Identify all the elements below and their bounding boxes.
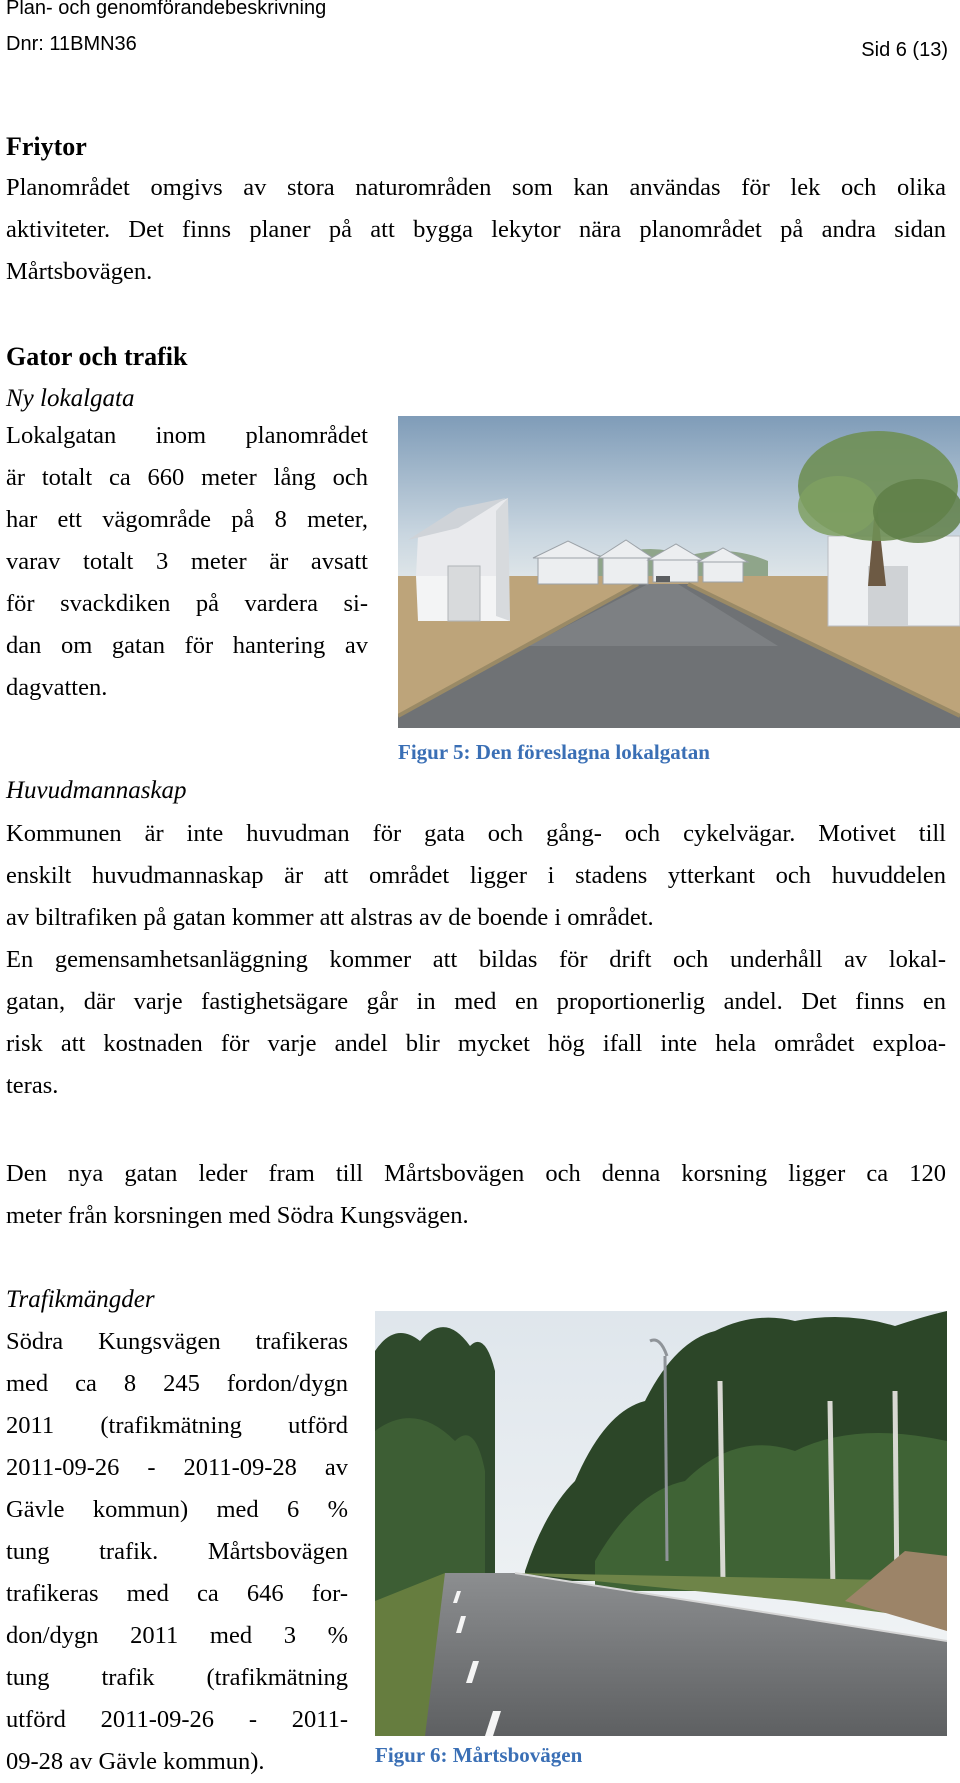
text-line: 2011 (trafikmätning utförd	[6, 1412, 348, 1439]
subsection-title-ny-lokalgata: Ny lokalgata	[6, 385, 135, 412]
subsection-title-trafikmangder: Trafikmängder	[6, 1286, 155, 1313]
text-line: dagvatten.	[6, 674, 108, 701]
text-line: don/dygn 2011 med 3 %	[6, 1622, 348, 1649]
text-line: Mårtsbovägen.	[6, 258, 153, 285]
lokalgata-paragraph	[6, 415, 368, 709]
road-photo-image	[375, 1311, 947, 1736]
figure-5-caption: Figur 5: Den föreslagna lokalgatan	[398, 740, 710, 764]
text-line: trafikeras med ca 646 for-	[6, 1580, 348, 1607]
figure-6-road-photo	[375, 1311, 947, 1736]
figure-6-caption: Figur 6: Mårtsbovägen	[375, 1743, 583, 1767]
figure-5-street-rendering	[398, 416, 960, 728]
text-line: Södra Kungsvägen trafikeras	[6, 1328, 348, 1355]
text-line: aktiviteter. Det finns planer på att bygga lekytor nära planområdet på andra sidan	[6, 216, 946, 243]
friytor-paragraph	[6, 167, 946, 293]
document-title: Plan- och genomförandebeskrivning	[6, 0, 327, 19]
text-line: av biltrafiken på gatan kommer att alstras av de boende i området.	[6, 904, 654, 931]
text-line: utförd 2011-09-26 - 2011-	[6, 1706, 348, 1733]
huvudmannaskap-paragraph-2	[6, 1153, 946, 1237]
text-line: Kommunen är inte huvudman för gata och gång- och cykelvägar. Motivet till	[6, 820, 946, 847]
street-rendering-image	[398, 416, 960, 728]
text-line: Gävle kommun) med 6 %	[6, 1496, 348, 1523]
trafik-paragraph	[6, 1321, 348, 1783]
text-line: Planområdet omgivs av stora naturområden som kan användas för lek och olika	[6, 174, 946, 201]
huvudmannaskap-paragraph-1	[6, 813, 946, 1107]
subsection-title-huvudmannaskap: Huvudmannaskap	[6, 777, 187, 804]
text-line: tung trafik (trafikmätning	[6, 1664, 348, 1691]
text-line: meter från korsningen med Södra Kungsvägen.	[6, 1202, 469, 1229]
text-line: enskilt huvudmannaskap är att området ligger i stadens ytterkant och huvuddelen	[6, 862, 946, 889]
section-title-gator: Gator och trafik	[6, 342, 188, 371]
text-line: 2011-09-26 - 2011-09-28 av	[6, 1454, 348, 1481]
text-line: är totalt ca 660 meter lång och	[6, 464, 368, 491]
section-title-friytor: Friytor	[6, 132, 87, 161]
text-line: har ett vägområde på 8 meter,	[6, 506, 368, 533]
text-line: varav totalt 3 meter är avsatt	[6, 548, 368, 575]
text-line: för svackdiken på vardera si-	[6, 590, 368, 617]
text-line: 09-28 av Gävle kommun).	[6, 1748, 265, 1775]
text-line: med ca 8 245 fordon/dygn	[6, 1370, 348, 1397]
text-line: En gemensamhetsanläggning kommer att bildas för drift och underhåll av lokal-	[6, 946, 946, 973]
text-line: gatan, där varje fastighetsägare går in med en proportionerlig andel. Det finns en	[6, 988, 946, 1015]
text-line: teras.	[6, 1072, 59, 1099]
text-line: tung trafik. Mårtsbovägen	[6, 1538, 348, 1565]
page-number: Sid 6 (13)	[861, 39, 948, 61]
text-line: Den nya gatan leder fram till Mårtsbovägen och denna korsning ligger ca 120	[6, 1160, 946, 1187]
text-line: Lokalgatan inom planområdet	[6, 422, 368, 449]
text-line: dan om gatan för hantering av	[6, 632, 368, 659]
text-line: risk att kostnaden för varje andel blir mycket hög ifall inte hela området exploa-	[6, 1030, 946, 1057]
document-number: Dnr: 11BMN36	[6, 33, 137, 55]
